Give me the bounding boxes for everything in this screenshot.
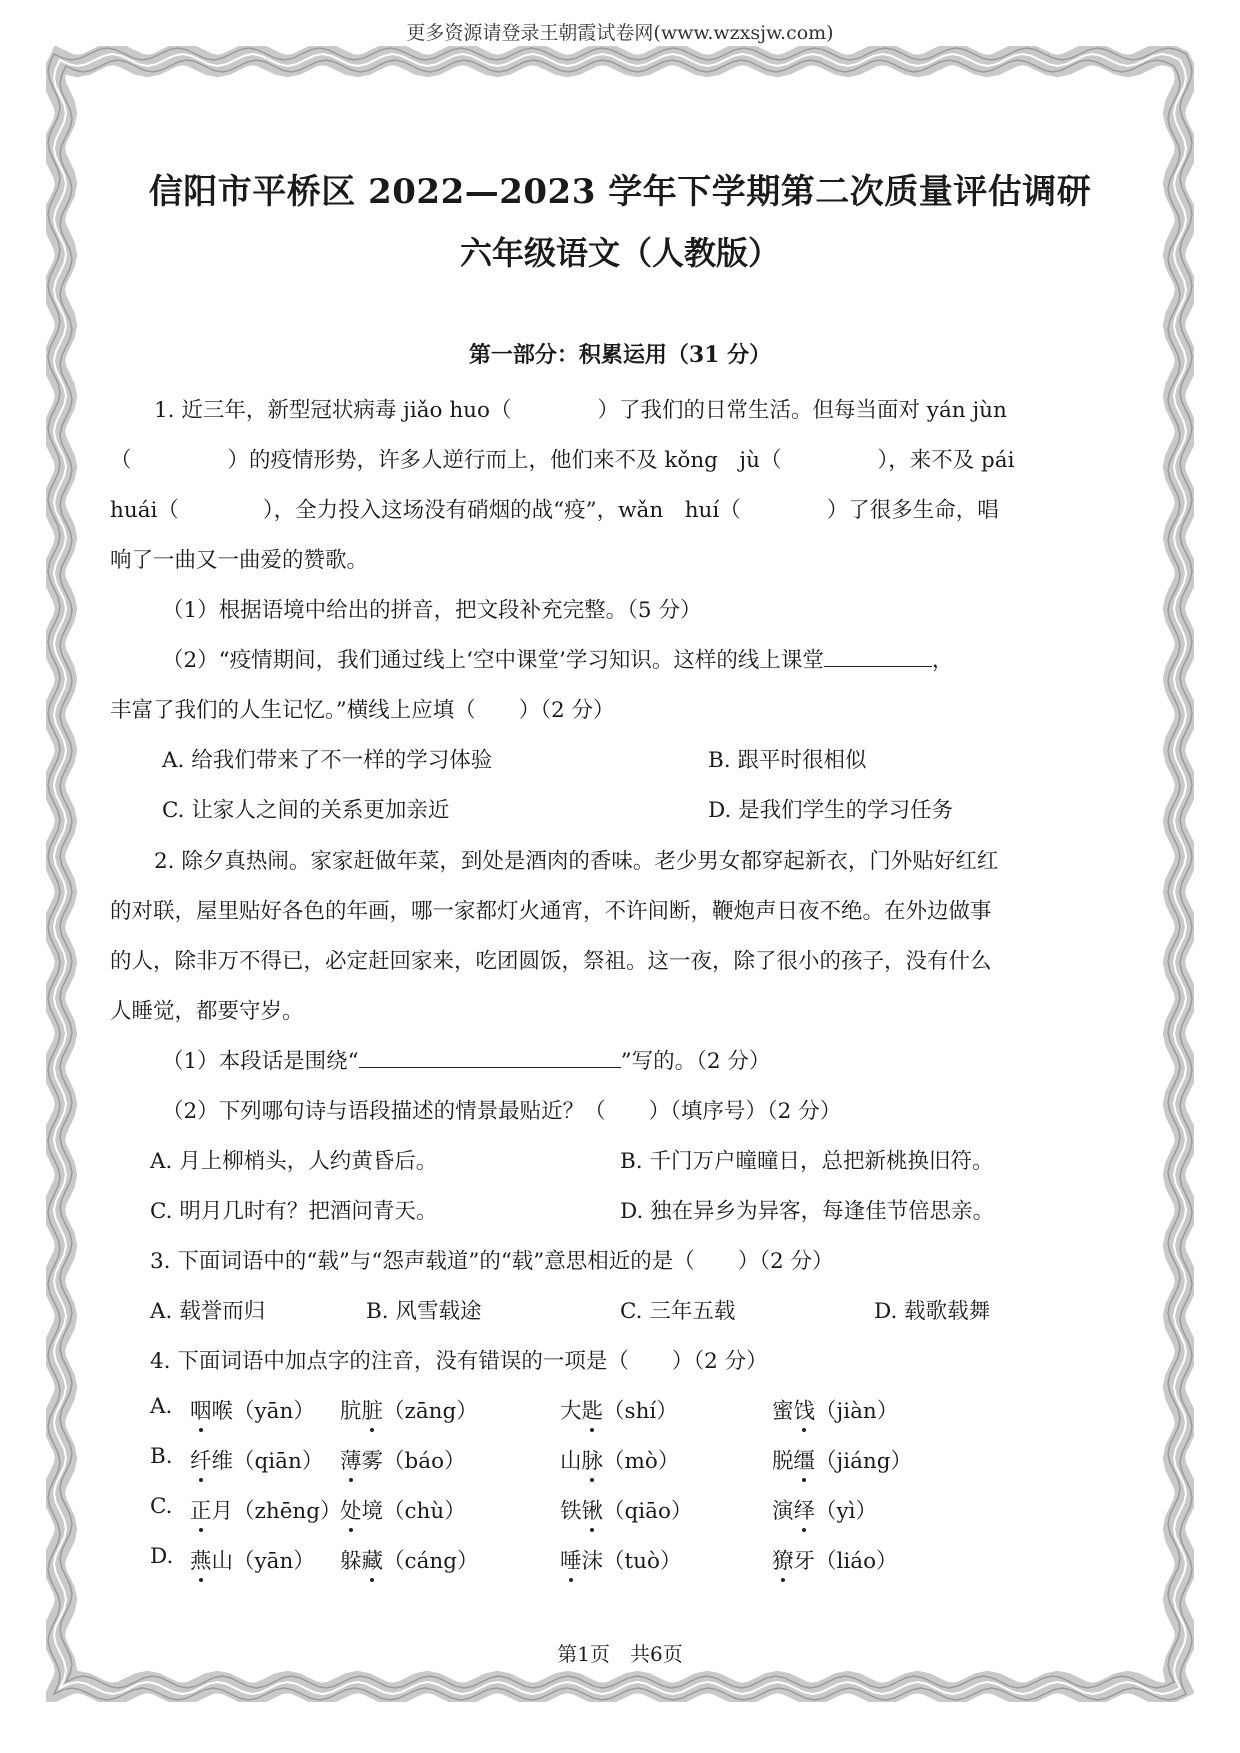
q4-word	[340, 1544, 479, 1575]
answer-underline[interactable]	[359, 1047, 621, 1068]
word-suffix-pinyin: （mò）	[603, 1449, 680, 1474]
q4-word	[560, 1494, 692, 1525]
word-suffix-pinyin: 喉（yān）	[211, 1399, 315, 1424]
q4-word	[190, 1494, 342, 1525]
word-suffix-pinyin: 月（zhēng）	[211, 1499, 342, 1524]
word-suffix-pinyin: （zāng）	[383, 1399, 478, 1424]
word-suffix-pinyin: （qiāo）	[603, 1499, 693, 1524]
dotted-character: 绎	[794, 1494, 816, 1525]
option-letter: B.	[150, 1444, 173, 1469]
q2-option-d[interactable]: D. 独在异乡为异客，每逢佳节倍思亲。	[620, 1199, 995, 1224]
q4-word	[190, 1444, 323, 1475]
q4-word	[190, 1544, 315, 1575]
option-letter: D.	[150, 1544, 174, 1569]
q2-line-3: 的人，除非万不得已，必定赶回家来，吃团圆饭，祭祖。这一夜，除了很小的孩子，没有什么	[110, 949, 992, 974]
dotted-character: 锹	[582, 1494, 604, 1525]
dotted-character: 脉	[582, 1444, 604, 1475]
option-letter: C.	[150, 1494, 173, 1519]
q1-line-3: huái（ ），全力投入这场没有硝烟的战“疫”，wǎn huí（ ）了很多生命，唱	[110, 498, 999, 523]
exam-subtitle: 六年级语文（人教版）	[459, 234, 780, 272]
dotted-character: 缰	[794, 1444, 816, 1475]
q3-stem: 3. 下面词语中的“载”与“怨声载道”的“载”意思相近的是（ ）（2 分）	[150, 1249, 834, 1274]
q4-word	[772, 1494, 877, 1525]
word-prefix: 山	[560, 1449, 582, 1474]
dotted-character: 獠	[772, 1544, 794, 1575]
word-suffix-pinyin: （yì）	[815, 1499, 878, 1524]
word-suffix-pinyin: （shí）	[603, 1399, 678, 1424]
word-prefix: 演	[772, 1499, 794, 1524]
q2-line-4: 人睡觉，都要守岁。	[110, 999, 304, 1024]
q4-word	[560, 1444, 679, 1475]
dotted-character: 正	[190, 1494, 212, 1525]
word-suffix-pinyin: 境（chù）	[361, 1499, 466, 1524]
q1-sub1: （1）根据语境中给出的拼音，把文段补充完整。（5 分）	[162, 598, 702, 623]
dotted-character: 唾	[560, 1544, 582, 1575]
word-suffix-pinyin: 山（yān）	[211, 1549, 315, 1574]
dotted-character: 薄	[340, 1444, 362, 1475]
q1-line-4: 响了一曲又一曲爱的赞歌。	[110, 548, 369, 573]
word-prefix: 大	[560, 1399, 582, 1424]
q4-word	[340, 1394, 478, 1425]
dotted-character: 燕	[190, 1544, 212, 1575]
word-prefix: 躲	[340, 1549, 362, 1574]
q2-option-a[interactable]: A. 月上柳梢头，人约黄昏后。	[150, 1149, 438, 1174]
dotted-character: 纤	[190, 1444, 212, 1475]
dotted-character: 匙	[582, 1394, 604, 1425]
q4-word	[772, 1444, 912, 1475]
word-prefix: 肮	[340, 1399, 362, 1424]
dotted-character: 脏	[362, 1394, 384, 1425]
q3-option-a[interactable]: A. 载誉而归	[150, 1299, 266, 1324]
option-letter: A.	[150, 1394, 173, 1419]
q2-line-1: 2. 除夕真热闹。家家赶做年菜，到处是酒肉的香味。老少男女都穿起新衣，门外贴好红红	[154, 849, 999, 874]
q3-option-d[interactable]: D. 载歌载舞	[874, 1299, 991, 1324]
q1-option-b[interactable]: B. 跟平时很相似	[708, 748, 867, 773]
page-number: 第1页 共6页	[557, 1642, 683, 1666]
q4-word	[340, 1494, 466, 1525]
source-banner: 更多资源请登录王朝霞试卷网(www.wzxsjw.com)	[406, 22, 834, 44]
word-suffix-pinyin: 沫（tuò）	[581, 1549, 682, 1574]
q4-word	[560, 1394, 678, 1425]
dotted-character: 咽	[190, 1394, 212, 1425]
q2-option-c[interactable]: C. 明月几时有？把酒问青天。	[150, 1199, 438, 1224]
q1-option-d[interactable]: D. 是我们学生的学习任务	[708, 798, 954, 823]
section-heading: 第一部分：积累运用（31 分）	[468, 342, 772, 368]
q1-sub2-line1: （2）“疫情期间，我们通过线上‘空中课堂’学习知识。这样的线上课堂 ，	[162, 648, 954, 673]
q1-sub2-line2: 丰富了我们的人生记忆。”横线上应填（ ）（2 分）	[110, 698, 615, 723]
dotted-character: 藏	[362, 1544, 384, 1575]
q4-stem: 4. 下面词语中加点字的注音，没有错误的一项是（ ）（2 分）	[150, 1349, 768, 1374]
answer-underline[interactable]	[824, 646, 932, 667]
q1-line-2: （ ）的疫情形势，许多人逆行而上，他们来不及 kǒng jù（ ），来不及 pái	[110, 448, 1015, 473]
q4-word	[772, 1544, 898, 1575]
word-suffix-pinyin: （jiáng）	[815, 1449, 913, 1474]
q4-word	[340, 1444, 466, 1475]
q1-option-c[interactable]: C. 让家人之间的关系更加亲近	[162, 798, 450, 823]
q3-option-c[interactable]: C. 三年五载	[620, 1299, 736, 1324]
word-suffix-pinyin: （jiàn）	[815, 1399, 899, 1424]
q2-option-b[interactable]: B. 千门万户曈曈日，总把新桃换旧符。	[620, 1149, 994, 1174]
q4-word	[772, 1394, 898, 1425]
word-prefix: 蜜	[772, 1399, 794, 1424]
q2-line-2: 的对联，屋里贴好各色的年画，哪一家都灯火通宵，不许间断，鞭炮声日夜不绝。在外边做事	[110, 899, 992, 924]
q4-word	[190, 1394, 315, 1425]
q2-sub2: （2）下列哪句诗与语段描述的情景最贴近？（ ）（填序号）（2 分）	[162, 1099, 842, 1124]
dotted-character: 饯	[794, 1394, 816, 1425]
word-suffix-pinyin: 维（qiān）	[211, 1449, 324, 1474]
q1-line-1: 1. 近三年，新型冠状病毒 jiǎo huo（ ）了我们的日常生活。但每当面对 yán jùn	[154, 398, 1007, 423]
q2-sub1: （1）本段话是围绕“ ”写的。（2 分）	[162, 1049, 771, 1074]
word-suffix-pinyin: 雾（báo）	[361, 1449, 466, 1474]
word-suffix-pinyin: （cáng）	[383, 1549, 479, 1574]
q1-option-a[interactable]: A. 给我们带来了不一样的学习体验	[162, 748, 493, 773]
exam-title: 信阳市平桥区 2022—2023 学年下学期第二次质量评估调研	[148, 172, 1092, 212]
dotted-character: 处	[340, 1494, 362, 1525]
q3-option-b[interactable]: B. 风雪载途	[366, 1299, 482, 1324]
word-suffix-pinyin: 牙（liáo）	[793, 1549, 898, 1574]
word-prefix: 铁	[560, 1499, 582, 1524]
word-prefix: 脱	[772, 1449, 794, 1474]
q4-word	[560, 1544, 681, 1575]
